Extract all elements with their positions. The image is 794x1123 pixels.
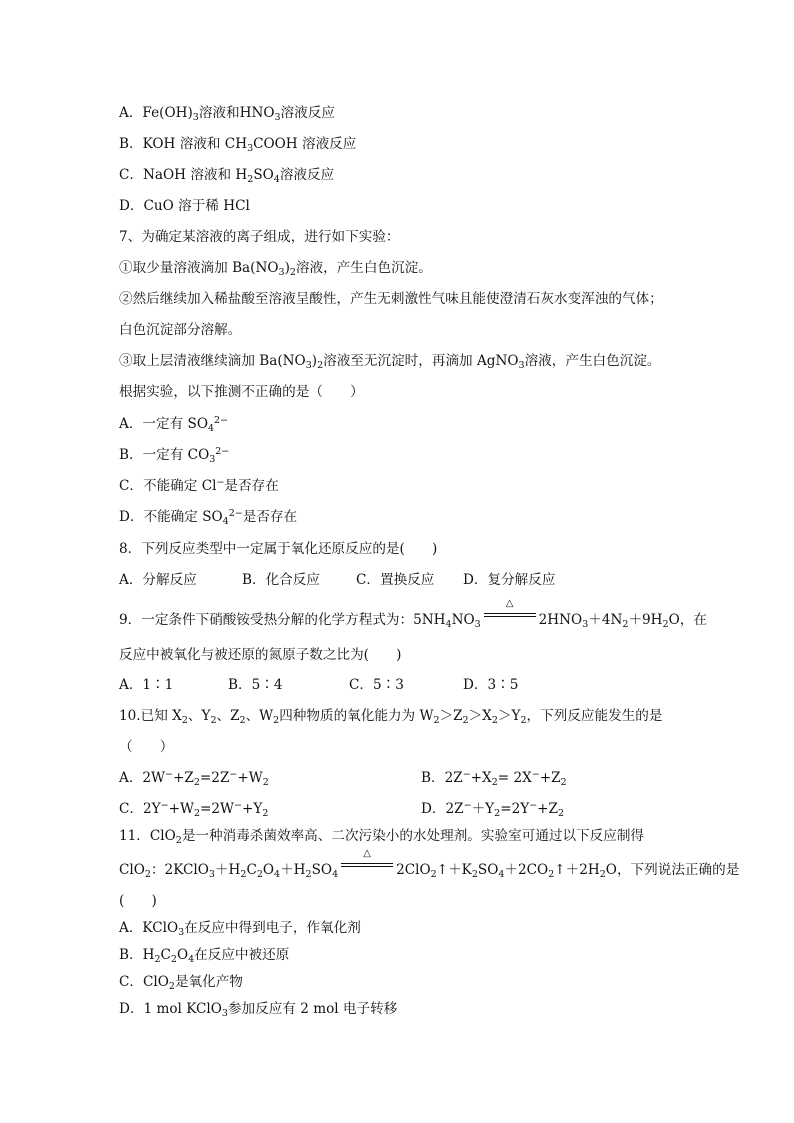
q8-option-b: B．化合反应 [242,572,320,588]
q9-stem: 9．一定条件下硝酸铵受热分解的化学方程式为：$5NH_4NO_3$ △ $2HNO_3+4N_2+9H_2O$，在 [119,598,707,630]
q7-option-b: B．一定有 $CO_3^{2-}$ [119,446,230,465]
q8-stem: 8．下列反应类型中一定属于氧化还原反应的是( ) [119,541,438,557]
q8-option-d: D．复分解反应 [463,572,556,588]
q10-option-d: D．$2Z^-+Y_2=2Y^-+Z_2$ [421,800,565,819]
q11-option-d: D．1 mol KClO$_3$参加反应有 2 mol 电子转移 [119,1001,398,1019]
q7-option-d: D．不能确定 $SO_4^{2-}$是否存在 [119,508,298,527]
q10-stem: 10.已知 $X_2$、$Y_2$、$Z_2$、$W_2$四种物质的氧化能力为 $W_2>Z_2>X_2>Y_2$，下列反应能发生的是 [119,708,663,726]
q6-option-d: D．CuO 溶于稀 HCl [119,198,250,214]
q11-option-b: B．$H_2C_2O_4$在反应中被还原 [119,947,290,965]
q6-option-b: B．KOH 溶液和 $CH_3COOH$ 溶液反应 [119,136,357,154]
q11-option-c: C．ClO$_2$是氧化产物 [119,974,243,992]
q7-option-c: C．不能确定 Cl−是否存在 [119,477,279,494]
q10-option-c: C．$2Y^-+W_2=2W^-+Y_2$ [119,800,269,819]
q7-step3: ③取上层清液继续滴加 $Ba(NO_3)_2$溶液至无沉淀时，再滴加 AgNO$_3$溶液，产生白色沉淀。 [119,353,661,371]
q10-paren: （ ） [119,739,174,755]
q9-option-b: B．5∶4 [228,677,283,693]
q11-option-a: A．KClO$_3$在反应中得到电子，作氧化剂 [119,920,361,938]
q9-option-d: D．3∶5 [463,677,519,693]
q6-option-a: A．$Fe(OH)_3$溶液和$HNO_3$溶液反应 [119,105,335,123]
q9-line2: 反应中被氧化与被还原的氮原子数之比为( ) [119,647,402,663]
q8-option-a: A．分解反应 [119,572,197,588]
q10-option-b: B．$2Z^-+X_2= 2X^-+Z_2$ [421,769,567,788]
q7-step2-line1: ②然后继续加入稀盐酸至溶液呈酸性，产生无刺激性气味且能使澄清石灰水变浑浊的气体； [119,291,663,307]
q7-stem: 7、为确定某溶液的离子组成，进行如下实验： [119,229,400,245]
q7-step2-line2: 白色沉淀部分溶解。 [119,322,242,338]
q9-option-c: C．5∶3 [349,677,404,693]
heat-condition-arrow: △ [341,860,393,874]
q7-question: 根据实验，以下推测不正确的是（ ） [119,384,364,400]
q9-option-a: A．1∶1 [119,677,174,693]
q7-step1: ①取少量溶液滴加 $Ba(NO_3)_2$溶液，产生白色沉淀。 [119,260,432,278]
q8-option-c: C．置换反应 [356,572,435,588]
q11-equation: ClO$_2$：$2KClO_3+H_2C_2O_4+H_2SO_4$ △ $2ClO_2↑+K_2SO_4+2CO_2↑+2H_2O$，下列说法正确的是 [119,848,740,880]
q10-option-a: A．$2W^-+Z_2=2Z^-+W_2$ [119,769,269,788]
q11-stem: 11．ClO$_2$是一种消毒杀菌效率高、二次污染小的水处理剂。实验室可通过以下反应制得 [119,828,645,846]
q6-option-c: C．NaOH 溶液和 $H_2SO_4$溶液反应 [119,167,335,185]
q7-option-a: A．一定有 $SO_4^{2-}$ [119,415,229,434]
heat-condition-arrow: △ [484,610,536,624]
q11-paren: ( ) [119,893,157,909]
